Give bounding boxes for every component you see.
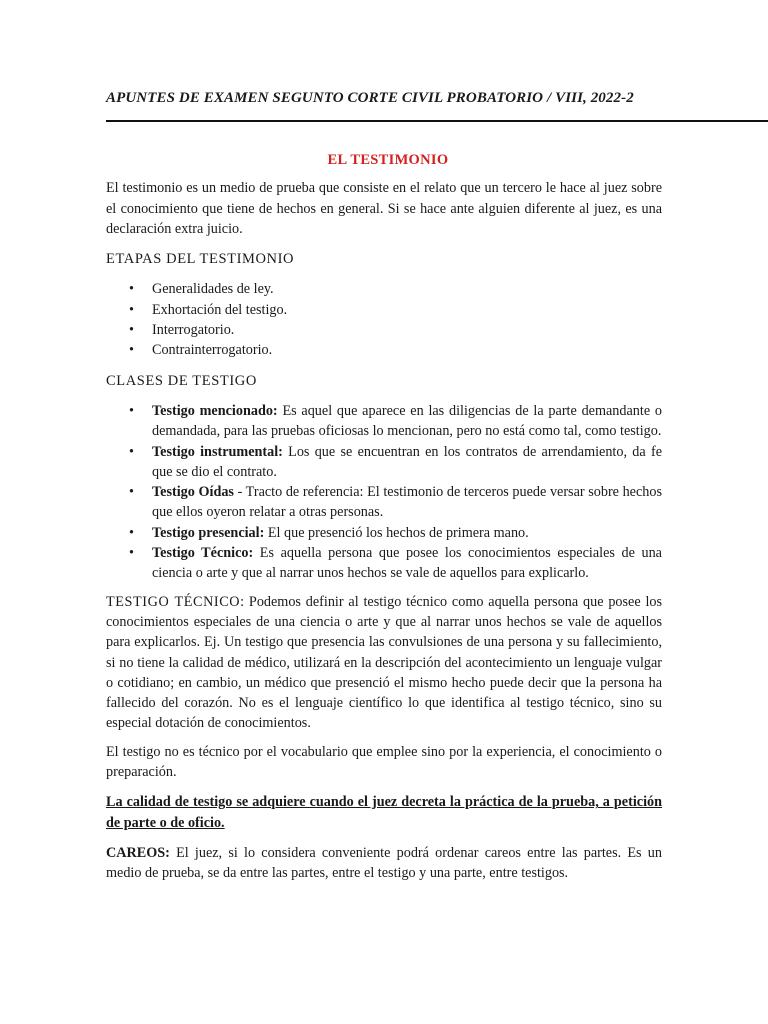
- bullet-icon: •: [129, 545, 134, 562]
- tecnico-text: : Podemos definir al testigo técnico como aquella persona que posee los conocimientos especiales de una ciencia o arte y que al narrar unos hechos se vale de aquellos para explicarlos. Ej. Un testigo que presencia las convulsiones de una persona y su fallecimiento, si no tiene la calidad de médico, utilizará en la descripción del acontecimiento un lenguaje vulgar o cotidiano; en cambio, un médico que presenció el mismo hecho puede decir que la persona ha fallecido del corazón. No es el lenguaje científico lo que identifica al testigo técnico, sino su especial dotación de conocimientos.: [106, 593, 663, 732]
- document-body: [106, 150, 662, 892]
- list-item: • Contrainterrogatorio.: [106, 340, 662, 360]
- bullet-icon: •: [129, 301, 134, 318]
- term-label: Testigo Técnico:: [152, 545, 254, 562]
- list-item: [106, 482, 662, 523]
- vocabulario-paragraph: El testigo no es técnico por el vocabulario que emplee sino por la experiencia, el conocimiento o preparación.: [106, 743, 662, 781]
- bullet-icon: •: [129, 484, 134, 501]
- list-item: • Interrogatorio.: [106, 320, 662, 340]
- list-item: [106, 523, 662, 543]
- careos-heading: CAREOS:: [106, 844, 170, 861]
- tecnico-paragraph: [106, 592, 662, 734]
- term-text: Los que se encuentran en los contratos de arrendamiento, da fe que se dio el contrato.: [152, 443, 662, 480]
- list-item: [106, 543, 662, 584]
- header-rule: [106, 120, 768, 122]
- tecnico-heading: TESTIGO TÉCNICO: [106, 593, 241, 610]
- bullet-icon: •: [129, 322, 134, 339]
- bullet-icon: •: [129, 281, 134, 298]
- list-item: [106, 442, 662, 483]
- etapas-list: [106, 279, 662, 360]
- list-item: • Generalidades de ley.: [106, 279, 662, 299]
- term-text: - Tracto de referencia: El testimonio de terceros puede versar sobre hechos que ellos oyeron relatar a otras personas.: [152, 484, 662, 521]
- term-label: Testigo presencial:: [152, 524, 265, 541]
- clases-list: [106, 401, 662, 584]
- calidad-paragraph: La calidad de testigo se adquiere cuando el juez decreta la práctica de la prueba, a petición de parte o de oficio.: [106, 794, 662, 831]
- document-header: APUNTES DE EXAMEN SEGUNTO CORTE CIVIL PROBATORIO / VIII, 2022-2: [106, 90, 634, 106]
- intro-paragraph: El testimonio es un medio de prueba que consiste en el relato que un tercero le hace al juez sobre el conocimiento que tiene de hechos en general. Si se hace ante alguien diferente al juez, es una declaración extra juicio.: [106, 180, 662, 237]
- section-title: EL TESTIMONIO: [327, 152, 449, 168]
- bullet-icon: •: [129, 402, 134, 419]
- list-item: • Exhortación del testigo.: [106, 300, 662, 320]
- term-label: Testigo Oídas: [152, 484, 234, 501]
- term-text: El que presenció los hechos de primera mano.: [264, 524, 529, 541]
- careos-text: El juez, si lo considera conveniente podrá ordenar careos entre las partes. Es un medio de prueba, se da entre las partes, entre el testigo y una parte, entre testigos.: [106, 844, 662, 882]
- bullet-icon: •: [129, 524, 134, 541]
- etapas-heading: ETAPAS DEL TESTIMONIO: [106, 251, 295, 268]
- term-text: Es aquel que aparece en las diligencias de la parte demandante o demandada, para las pruebas oficiosas lo mencionan, pero no está como tal, como testigo.: [152, 402, 662, 440]
- bullet-icon: •: [129, 342, 134, 359]
- term-text: Es aquella persona que posee los conocimientos especiales de una ciencia o arte y que al narrar unos hechos se vale de aquellos para explicarlo.: [152, 545, 662, 582]
- term-label: Testigo mencionado:: [152, 402, 278, 419]
- clases-heading: CLASES DE TESTIGO: [106, 372, 257, 389]
- bullet-icon: •: [129, 443, 134, 460]
- careos-paragraph: [106, 843, 662, 884]
- term-label: Testigo instrumental:: [152, 443, 283, 460]
- list-item: [106, 401, 662, 442]
